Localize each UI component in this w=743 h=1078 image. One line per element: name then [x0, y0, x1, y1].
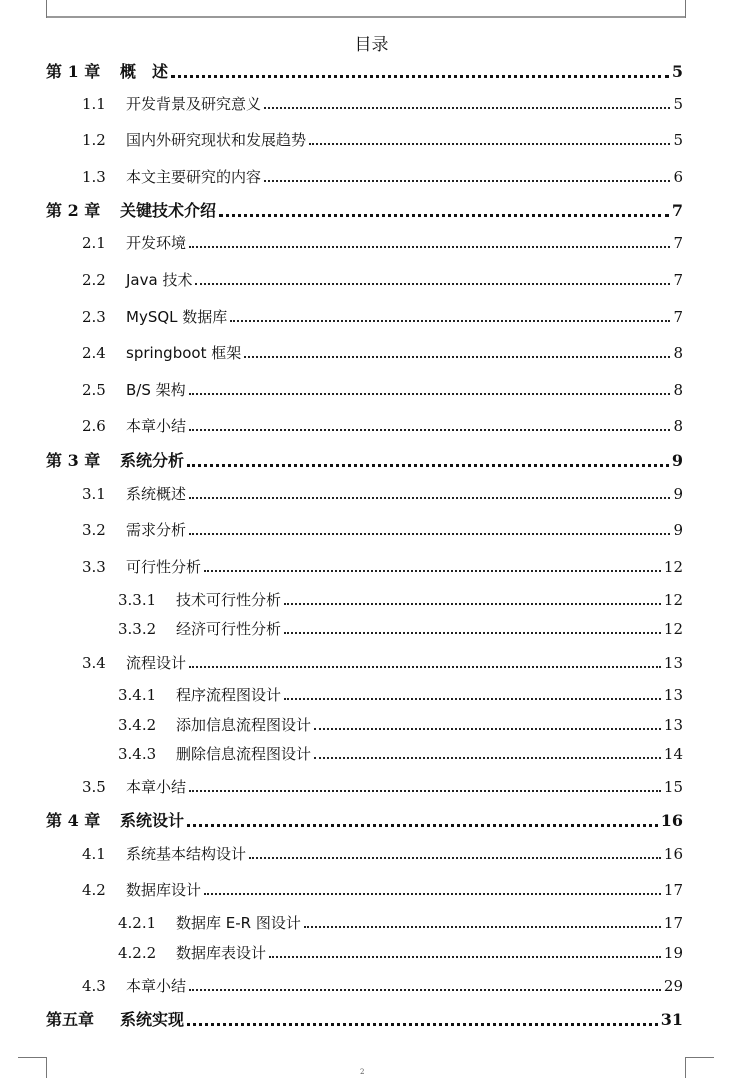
toc-entry-label: 国内外研究现状和发展趋势	[126, 131, 307, 149]
toc-leader-dots	[189, 497, 670, 499]
toc-entry-label: 开发环境	[126, 234, 187, 252]
toc-section-entry[interactable]	[118, 685, 683, 705]
toc-entry-number: 4.2.2	[118, 944, 157, 962]
toc-leader-dots	[187, 824, 658, 827]
toc-entry-number: 3.4.1	[118, 686, 157, 704]
toc-title: 目录	[354, 35, 389, 55]
toc-entry-label: 系统分析	[120, 451, 185, 470]
toc-entry-label: MySQL 数据库	[126, 308, 228, 326]
toc-entry-number: 4.1	[82, 845, 106, 863]
toc-entry-number: 4.2	[82, 881, 106, 899]
toc-section-entry[interactable]	[82, 380, 683, 400]
toc-section-entry[interactable]	[82, 270, 683, 290]
toc-entry-page: 12	[663, 620, 683, 638]
toc-entry-page: 5	[673, 131, 683, 149]
toc-section-entry[interactable]	[82, 976, 683, 996]
toc-entry-page: 31	[660, 1010, 683, 1029]
toc-entry-label: 本章小结	[126, 778, 187, 796]
toc-entry-page: 6	[673, 168, 683, 186]
toc-leader-dots	[204, 570, 661, 572]
toc-entry-page: 9	[671, 451, 683, 470]
crop-mark-top-right	[685, 0, 714, 18]
toc-entry-page: 13	[663, 654, 683, 672]
toc-entry-page: 7	[673, 234, 683, 252]
toc-entry-number: 第 4 章	[46, 811, 101, 830]
toc-entry-number: 第 1 章	[46, 62, 101, 81]
toc-leader-dots	[189, 393, 671, 395]
toc-entry-label: 经济可行性分析	[176, 620, 282, 638]
toc-entry-label: Java 技术	[126, 271, 193, 289]
toc-leader-dots	[264, 107, 670, 109]
toc-leader-dots	[171, 75, 669, 78]
toc-section-entry[interactable]	[82, 777, 683, 797]
toc-leader-dots	[304, 926, 661, 928]
toc-entry-page: 8	[673, 381, 683, 399]
toc-entry-page: 8	[673, 417, 683, 435]
toc-entry-number: 3.1	[82, 485, 106, 503]
toc-chapter-entry[interactable]	[46, 451, 683, 471]
toc-entry-page: 16	[663, 845, 683, 863]
toc-entry-label: 关键技术介绍	[120, 201, 217, 220]
toc-entry-number: 3.4	[82, 654, 106, 672]
toc-chapter-entry[interactable]	[46, 62, 683, 82]
toc-entry-page: 17	[663, 914, 683, 932]
toc-leader-dots	[314, 728, 661, 730]
toc-entry-number: 3.3.1	[118, 591, 157, 609]
toc-entry-label: B/S 架构	[126, 381, 186, 399]
toc-entry-label: 技术可行性分析	[176, 591, 282, 609]
toc-entry-page: 16	[660, 811, 683, 830]
toc-entry-page: 8	[673, 344, 683, 362]
toc-entry-page: 7	[673, 271, 683, 289]
toc-chapter-entry[interactable]	[46, 201, 683, 221]
crop-mark-bottom-right	[685, 1057, 714, 1078]
toc-section-entry[interactable]	[82, 233, 683, 253]
toc-section-entry[interactable]	[82, 130, 683, 150]
toc-entry-page: 14	[663, 745, 683, 763]
toc-entry-page: 7	[673, 308, 683, 326]
toc-section-entry[interactable]	[82, 307, 683, 327]
toc-leader-dots	[244, 356, 670, 358]
toc-entry-number: 2.1	[82, 234, 106, 252]
toc-section-entry[interactable]	[82, 844, 683, 864]
toc-entry-number: 1.1	[82, 95, 106, 113]
toc-entry-number: 3.3	[82, 558, 106, 576]
crop-mark-top-left	[18, 0, 47, 18]
toc-entry-page: 29	[663, 977, 683, 995]
toc-section-entry[interactable]	[118, 744, 683, 764]
toc-entry-number: 1.2	[82, 131, 106, 149]
toc-entry-label: 添加信息流程图设计	[176, 716, 312, 734]
toc-entry-label: 系统实现	[120, 1010, 185, 1029]
toc-entry-number: 第 3 章	[46, 451, 101, 470]
toc-entry-page: 19	[663, 944, 683, 962]
toc-entry-label: 删除信息流程图设计	[176, 745, 312, 763]
toc-chapter-entry[interactable]	[46, 1010, 683, 1030]
toc-leader-dots	[204, 893, 661, 895]
toc-entry-label: springboot 框架	[126, 344, 242, 362]
toc-entry-page: 13	[663, 716, 683, 734]
toc-section-entry[interactable]	[118, 590, 683, 610]
page-top-border	[46, 16, 685, 18]
crop-mark-bottom-left	[18, 1057, 47, 1078]
toc-entry-page: 5	[673, 95, 683, 113]
toc-leader-dots	[269, 956, 661, 958]
toc-leader-dots	[189, 429, 670, 431]
toc-leader-dots	[284, 603, 661, 605]
toc-entry-label: 流程设计	[126, 654, 187, 672]
toc-entry-label: 开发背景及研究意义	[126, 95, 262, 113]
toc-entry-number: 3.4.3	[118, 745, 157, 763]
toc-leader-dots	[189, 666, 661, 668]
toc-entry-number: 第五章	[46, 1010, 95, 1029]
toc-section-entry[interactable]	[82, 653, 683, 673]
toc-entry-number: 3.2	[82, 521, 106, 539]
toc-leader-dots	[187, 464, 669, 467]
toc-section-entry[interactable]	[118, 913, 683, 933]
toc-entry-number: 3.5	[82, 778, 106, 796]
toc-entry-page: 17	[663, 881, 683, 899]
toc-entry-number: 4.2.1	[118, 914, 157, 932]
toc-section-entry[interactable]	[118, 715, 683, 735]
toc-entry-label: 本章小结	[126, 417, 187, 435]
toc-entry-number: 1.3	[82, 168, 106, 186]
toc-leader-dots	[249, 857, 661, 859]
toc-section-entry[interactable]	[82, 520, 683, 540]
toc-leader-dots	[219, 214, 669, 217]
toc-section-entry[interactable]	[82, 484, 683, 504]
toc-entry-label: 系统概述	[126, 485, 187, 503]
toc-entry-label: 可行性分析	[126, 558, 202, 576]
toc-entry-page: 13	[663, 686, 683, 704]
toc-leader-dots	[189, 533, 670, 535]
toc-section-entry[interactable]	[82, 880, 683, 900]
toc-entry-page: 12	[663, 558, 683, 576]
toc-entry-page: 12	[663, 591, 683, 609]
toc-entry-page: 9	[673, 521, 683, 539]
toc-entry-label: 概 述	[120, 62, 169, 81]
toc-entry-label: 系统设计	[120, 811, 185, 830]
toc-leader-dots	[187, 1023, 658, 1026]
toc-leader-dots	[309, 143, 670, 145]
toc-entry-page: 5	[671, 62, 683, 81]
toc-leader-dots	[189, 989, 661, 991]
toc-section-entry[interactable]	[82, 416, 683, 436]
toc-section-entry[interactable]	[118, 619, 683, 639]
toc-leader-dots	[189, 790, 661, 792]
toc-section-entry[interactable]	[82, 94, 683, 114]
toc-leader-dots	[284, 632, 661, 634]
toc-entry-page: 9	[673, 485, 683, 503]
toc-entry-label: 数据库 E-R 图设计	[176, 914, 301, 932]
toc-section-entry[interactable]	[82, 557, 683, 577]
toc-entry-label: 数据库设计	[126, 881, 202, 899]
toc-leader-dots	[189, 246, 670, 248]
toc-entry-number: 2.5	[82, 381, 106, 399]
toc-section-entry[interactable]	[118, 943, 683, 963]
toc-leader-dots	[284, 698, 661, 700]
toc-entry-number: 2.2	[82, 271, 106, 289]
toc-entry-label: 系统基本结构设计	[126, 845, 247, 863]
toc-entry-number: 2.4	[82, 344, 106, 362]
toc-chapter-entry[interactable]	[46, 811, 683, 831]
toc-entry-page: 7	[671, 201, 683, 220]
toc-entry-label: 需求分析	[126, 521, 187, 539]
toc-leader-dots	[195, 283, 670, 285]
toc-entry-label: 数据库表设计	[176, 944, 267, 962]
toc-entry-number: 第 2 章	[46, 201, 101, 220]
toc-entry-label: 本文主要研究的内容	[126, 168, 262, 186]
toc-leader-dots	[264, 180, 670, 182]
toc-leader-dots	[314, 757, 661, 759]
toc-entry-page: 15	[663, 778, 683, 796]
toc-entry-number: 3.3.2	[118, 620, 157, 638]
toc-section-entry[interactable]	[82, 343, 683, 363]
toc-entry-number: 2.3	[82, 308, 106, 326]
toc-entry-label: 本章小结	[126, 977, 187, 995]
toc-entry-label: 程序流程图设计	[176, 686, 282, 704]
toc-entry-number: 3.4.2	[118, 716, 157, 734]
toc-entry-number: 2.6	[82, 417, 106, 435]
toc-leader-dots	[230, 320, 670, 322]
toc-section-entry[interactable]	[82, 167, 683, 187]
page-number-footer: 2	[360, 1068, 365, 1076]
toc-entry-number: 4.3	[82, 977, 106, 995]
